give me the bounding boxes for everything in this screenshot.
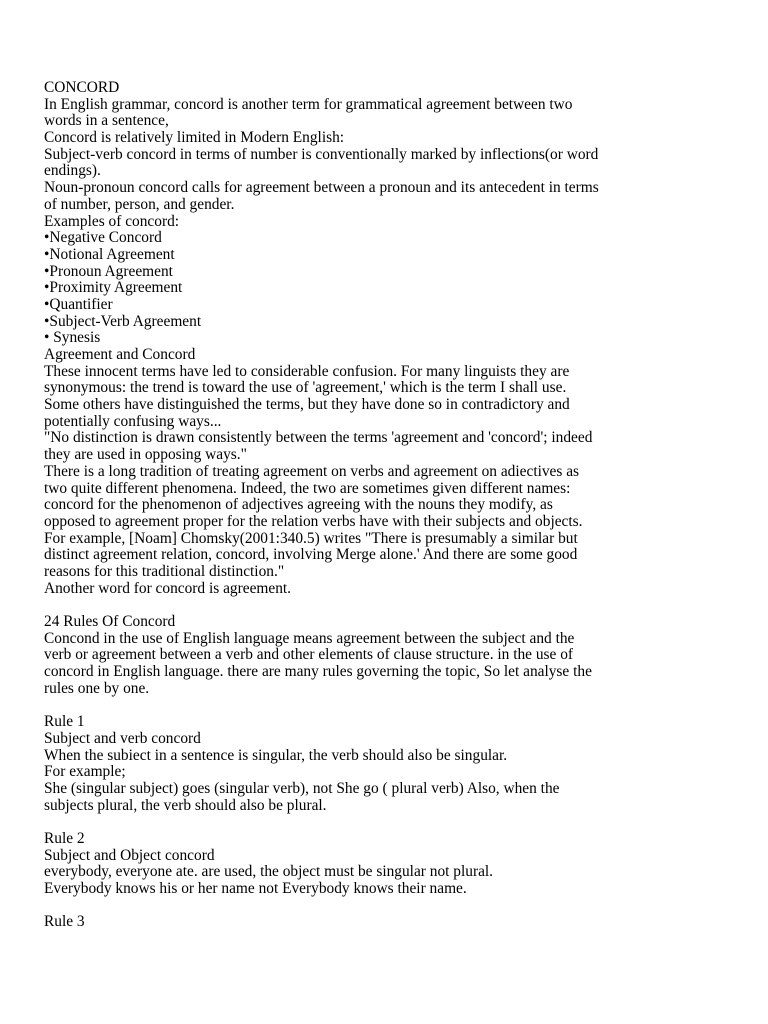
text-line: When the subiect in a sentence is singular, the verb should also be singular. <box>44 746 508 764</box>
text-line: She (singular subject) goes (singular verb), not She go ( plural verb) Also, when the <box>44 779 560 797</box>
text-line: Another word for concord is agreement. <box>44 579 292 597</box>
text-line: endings). <box>44 162 101 180</box>
blank-line <box>44 898 654 915</box>
blank-line <box>44 697 654 714</box>
text-line: reasons for this traditional distinction." <box>44 562 285 580</box>
text-line: verb or agreement between a verb and other elements of clause structure. in the use of <box>44 646 574 664</box>
rule-heading: Rule 2 <box>44 829 85 847</box>
text-line: These innocent terms have led to considerable confusion. For many linguists they are <box>44 362 570 380</box>
text-line: of number, person, and gender. <box>44 195 235 213</box>
text-line: Concord is relatively limited in Modern English: <box>44 129 345 147</box>
blank-line <box>44 597 654 614</box>
text-line: rules one by one. <box>44 679 150 697</box>
text-line: Subject and verb concord <box>44 729 201 747</box>
text-line: Concond in the use of English language means agreement between the subject and the <box>44 629 575 647</box>
text-line: subjects plural, the verb should also be plural. <box>44 796 327 814</box>
text-line: two quite different phenomena. Indeed, the two are sometimes given different names: <box>44 479 571 497</box>
text-line: words in a sentence, <box>44 112 169 130</box>
text-line: they are used in opposing ways." <box>44 446 247 464</box>
bullet-item: •Pronoun Agreement <box>44 262 173 280</box>
rule-heading: Rule 3 <box>44 913 85 931</box>
blank-line <box>44 814 654 831</box>
bullet-item: •Negative Concord <box>44 229 162 247</box>
section-heading: Agreement and Concord <box>44 346 196 363</box>
text-line: opposed to agreement proper for the relation verbs have with their subjects and objects. <box>44 512 583 530</box>
text-line: potentially confusing ways... <box>44 412 222 430</box>
text-line: Some others have distinguished the terms, but they have done so in contradictory and <box>44 396 570 414</box>
text-line: In English grammar, concord is another term for grammatical agreement between two <box>44 95 573 113</box>
bullet-item: •Proximity Agreement <box>44 279 183 297</box>
section-heading: 24 Rules Of Concord <box>44 613 176 630</box>
bullet-item: •Quantifier <box>44 295 113 313</box>
text-line: concord in English language. there are many rules governing the topic, So let analyse the <box>44 663 592 681</box>
text-line: Everybody knows his or her name not Everybody knows their name. <box>44 880 467 897</box>
bullet-item: •Notional Agreement <box>44 245 175 263</box>
text-line: "No distinction is drawn consistently between the terms 'agreement and 'concord'; indeed <box>44 429 593 447</box>
text-line: There is a long tradition of treating agreement on verbs and agreement on adiectives as <box>44 462 580 480</box>
text-line: everybody, everyone ate. are used, the object must be singular not plural. <box>44 863 494 881</box>
text-line: distinct agreement relation, concord, involving Merge alone.' And there are some good <box>44 546 578 564</box>
text-line: Subject-verb concord in terms of number is conventionally marked by inflections(or word <box>44 145 599 163</box>
bullet-item: •Subject-Verb Agreement <box>44 312 202 330</box>
rule-heading: Rule 1 <box>44 713 85 731</box>
text-line: For example, [Noam] Chomsky(2001:340.5) writes "There is presumably a similar but <box>44 529 578 547</box>
text-line: Noun-pronoun concord calls for agreement between a pronoun and its antecedent in terms <box>44 179 599 197</box>
text-line: Subject and Object concord <box>44 846 215 864</box>
bullet-item: • Synesis <box>44 329 101 347</box>
document-title: CONCORD <box>44 79 120 96</box>
text-line: concord for the phenomenon of adjectives agreeing with the nouns they modify, as <box>44 496 553 514</box>
examples-heading: Examples of concord: <box>44 212 180 230</box>
document-page <box>44 80 654 931</box>
text-line: synonymous: the trend is toward the use of 'agreement,' which is the term I shall use. <box>44 379 567 397</box>
text-line: For example; <box>44 763 126 781</box>
